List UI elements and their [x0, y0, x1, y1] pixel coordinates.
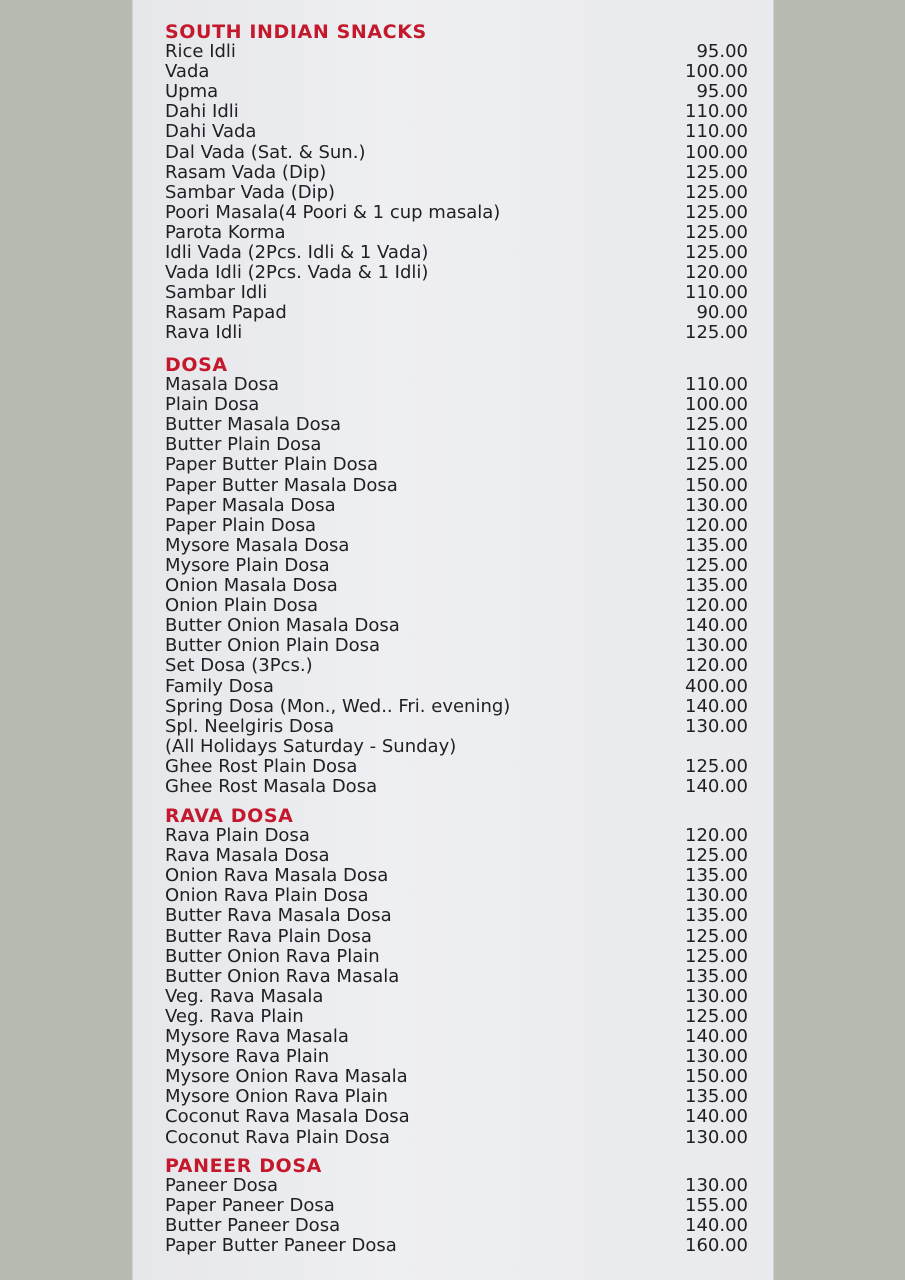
menu-item [132, 203, 774, 223]
item-price: 100.00 [685, 394, 748, 416]
item-price: 125.00 [685, 454, 748, 476]
item-price: 110.00 [685, 374, 748, 395]
item-price: 125.00 [685, 201, 748, 223]
item-name: Mysore Rava Plain [165, 1046, 330, 1068]
item-name: Veg. Rava Plain [165, 1005, 304, 1027]
menu-item [132, 183, 774, 203]
item-price: 110.00 [685, 121, 748, 143]
item-price: 95.00 [696, 41, 748, 62]
menu-item [132, 62, 774, 82]
menu-item [132, 1216, 774, 1236]
menu-item [132, 143, 774, 163]
menu-item [132, 1236, 774, 1256]
item-name: Family Dosa [165, 675, 274, 697]
item-price: 125.00 [685, 1005, 748, 1027]
menu-item [132, 1107, 774, 1127]
item-name: Coconut Rava Plain Dosa [165, 1126, 390, 1148]
menu-item [132, 886, 774, 906]
menu-item [132, 1196, 774, 1216]
item-name: Dal Vada (Sat. & Sun.) [165, 141, 366, 163]
item-price: 120.00 [685, 825, 748, 846]
menu-item [132, 102, 774, 122]
item-price: 125.00 [685, 221, 748, 243]
item-name: Paper Butter Paneer Dosa [165, 1235, 397, 1257]
item-name: Mysore Plain Dosa [165, 554, 330, 576]
item-name: Onion Plain Dosa [165, 595, 319, 617]
item-name: Ghee Rost Plain Dosa [165, 755, 358, 777]
menu-item [132, 516, 774, 536]
item-name: Parota Korma [165, 221, 286, 243]
item-name: Mysore Rava Masala [165, 1026, 349, 1047]
item-name: Upma [165, 81, 219, 103]
item-name: Butter Onion Rava Plain [165, 945, 380, 967]
item-name: Onion Masala Dosa [165, 575, 338, 596]
menu-item [132, 283, 774, 303]
item-price: 135.00 [685, 1086, 748, 1108]
item-price: 135.00 [685, 575, 748, 596]
item-name: (All Holidays Saturday - Sunday) [165, 735, 457, 757]
item-price: 160.00 [685, 1235, 748, 1257]
item-price: 135.00 [685, 905, 748, 927]
item-price: 125.00 [685, 181, 748, 203]
menu-item [132, 777, 774, 797]
menu-item [132, 455, 774, 475]
item-price: 100.00 [685, 61, 748, 83]
item-price: 135.00 [685, 965, 748, 987]
item-price: 120.00 [685, 514, 748, 536]
item-name: Rava Plain Dosa [165, 825, 310, 846]
item-price: 155.00 [685, 1195, 748, 1217]
menu-item [132, 697, 774, 717]
item-name: Idli Vada (2Pcs. Idli & 1 Vada) [165, 242, 429, 263]
menu-item [132, 967, 774, 987]
item-name: Rasam Vada (Dip) [165, 161, 327, 183]
item-price: 130.00 [685, 494, 748, 516]
item-name: Butter Onion Rava Masala [165, 965, 400, 987]
item-price: 125.00 [685, 945, 748, 967]
item-price: 125.00 [685, 554, 748, 576]
item-price: 110.00 [685, 101, 748, 123]
item-name: Rava Masala Dosa [165, 845, 330, 867]
menu-item [132, 122, 774, 142]
menu-item [132, 1067, 774, 1087]
menu-item [132, 906, 774, 926]
menu-item [132, 576, 774, 596]
item-name: Butter Rava Masala Dosa [165, 905, 392, 927]
item-name: Paper Butter Plain Dosa [165, 454, 379, 476]
menu-item [132, 303, 774, 323]
item-price: 125.00 [685, 322, 748, 344]
item-name: Butter Masala Dosa [165, 414, 342, 436]
menu-item [132, 435, 774, 455]
section-title: SOUTH INDIAN SNACKS [165, 21, 427, 43]
item-price: 400.00 [685, 675, 748, 697]
item-name: Paper Masala Dosa [165, 494, 336, 516]
item-price: 140.00 [685, 776, 748, 797]
item-name: Mysore Onion Rava Masala [165, 1066, 408, 1088]
item-name: Butter Rava Plain Dosa [165, 925, 372, 947]
item-name: Vada [165, 61, 210, 83]
menu-item [132, 415, 774, 435]
menu-item [132, 476, 774, 496]
menu-item [132, 737, 774, 757]
item-name: Mysore Masala Dosa [165, 534, 350, 556]
menu-item [132, 677, 774, 697]
item-name: Masala Dosa [165, 374, 280, 395]
item-name: Poori Masala(4 Poori & 1 cup masala) [165, 201, 501, 223]
menu-item [132, 223, 774, 243]
item-name: Rasam Papad [165, 302, 287, 324]
item-price: 120.00 [685, 655, 748, 677]
item-name: Coconut Rava Masala Dosa [165, 1106, 410, 1128]
item-name: Mysore Onion Rava Plain [165, 1086, 388, 1108]
menu-item [132, 987, 774, 1007]
item-price: 140.00 [685, 1215, 748, 1237]
item-name: Butter Plain Dosa [165, 434, 322, 456]
item-price: 125.00 [685, 845, 748, 867]
menu-item [132, 1027, 774, 1047]
item-name: Onion Rava Masala Dosa [165, 865, 389, 887]
item-name: Spring Dosa (Mon., Wed.. Fri. evening) [165, 695, 511, 717]
item-name: Vada Idli (2Pcs. Vada & 1 Idli) [165, 262, 429, 284]
menu-item [132, 616, 774, 636]
item-price: 125.00 [685, 925, 748, 947]
item-name: Sambar Idli [165, 282, 268, 304]
item-price: 135.00 [685, 534, 748, 556]
menu-item [132, 757, 774, 777]
menu-item [132, 323, 774, 343]
item-name: Butter Paneer Dosa [165, 1215, 341, 1237]
menu-item [132, 536, 774, 556]
item-name: Paper Paneer Dosa [165, 1195, 335, 1217]
item-name: Rice Idli [165, 41, 236, 62]
menu-item [132, 596, 774, 616]
section-title: DOSA [165, 354, 228, 376]
item-name: Paper Butter Masala Dosa [165, 474, 398, 496]
item-price: 125.00 [685, 161, 748, 183]
item-name: Dahi Vada [165, 121, 257, 143]
menu-item [132, 163, 774, 183]
menu-item [132, 395, 774, 415]
item-name: Plain Dosa [165, 394, 260, 416]
section-title: PANEER DOSA [165, 1155, 322, 1177]
item-price: 130.00 [685, 1175, 748, 1196]
item-price: 125.00 [685, 755, 748, 777]
item-name: Butter Onion Masala Dosa [165, 615, 400, 637]
item-price: 130.00 [685, 885, 748, 907]
item-name: Spl. Neelgiris Dosa [165, 715, 335, 737]
menu-item [132, 375, 774, 395]
item-price: 135.00 [685, 865, 748, 887]
item-name: Dahi Idli [165, 101, 239, 123]
menu-item [132, 947, 774, 967]
item-name: Ghee Rost Masala Dosa [165, 776, 378, 797]
item-price: 130.00 [685, 715, 748, 737]
menu-item [132, 243, 774, 263]
item-price: 90.00 [696, 302, 748, 324]
section-title: RAVA DOSA [165, 805, 294, 827]
item-name: Paper Plain Dosa [165, 514, 316, 536]
item-name: Rava Idli [165, 322, 243, 344]
item-name: Paneer Dosa [165, 1175, 279, 1196]
menu-item [132, 636, 774, 656]
item-price: 125.00 [685, 242, 748, 263]
item-price: 125.00 [685, 414, 748, 436]
item-price: 130.00 [685, 985, 748, 1007]
item-price: 110.00 [685, 434, 748, 456]
menu-item [132, 846, 774, 866]
item-price: 150.00 [685, 1066, 748, 1088]
menu-item [132, 656, 774, 676]
item-price: 130.00 [685, 1126, 748, 1148]
item-price: 95.00 [696, 81, 748, 103]
menu-item [132, 1087, 774, 1107]
menu-item [132, 1176, 774, 1196]
menu-item [132, 866, 774, 886]
menu-item [132, 263, 774, 283]
menu-item [132, 496, 774, 516]
menu-item [132, 42, 774, 62]
item-name: Veg. Rava Masala [165, 985, 324, 1007]
item-name: Set Dosa (3Pcs.) [165, 655, 313, 677]
item-price: 110.00 [685, 282, 748, 304]
item-price: 130.00 [685, 1046, 748, 1068]
item-price: 140.00 [685, 1106, 748, 1128]
menu-item [132, 82, 774, 102]
item-price: 140.00 [685, 615, 748, 637]
menu-item [132, 1047, 774, 1067]
item-name: Sambar Vada (Dip) [165, 181, 336, 203]
menu-sheet [132, 0, 774, 1280]
item-name: Butter Onion Plain Dosa [165, 635, 381, 657]
item-price: 130.00 [685, 635, 748, 657]
item-price: 100.00 [685, 141, 748, 163]
item-name: Onion Rava Plain Dosa [165, 885, 369, 907]
menu-item [132, 717, 774, 737]
item-price: 150.00 [685, 474, 748, 496]
menu-item [132, 826, 774, 846]
item-price: 140.00 [685, 695, 748, 717]
menu-item [132, 556, 774, 576]
menu-item [132, 1007, 774, 1027]
item-price: 120.00 [685, 595, 748, 617]
item-price: 140.00 [685, 1026, 748, 1047]
item-price: 120.00 [685, 262, 748, 284]
menu-item [132, 1128, 774, 1148]
menu-item [132, 927, 774, 947]
